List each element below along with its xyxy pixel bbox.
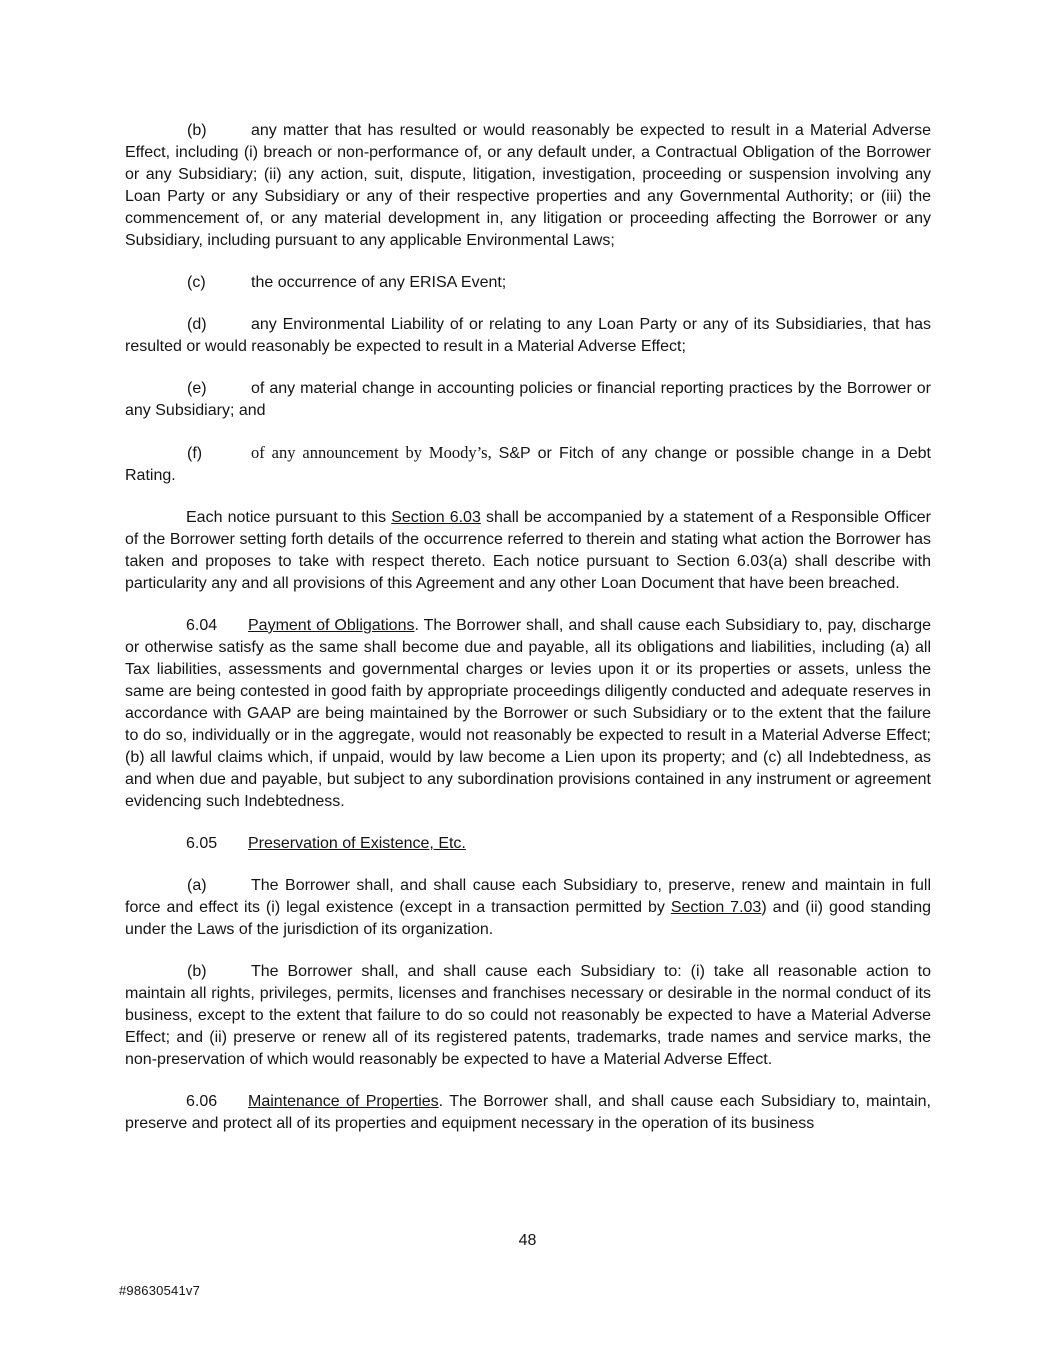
paragraph-text-605b: The Borrower shall, and shall cause each Subsidiary to: (i) take all reasonable action to maintain all rights, privileges, permits, licenses and franchises necessary or desirable in the normal conduct of its business, except to the extent that failure to do so could not reasonably be expected to have a Material Adverse Effect; and (ii) preserve or renew all of its registered patents, trademarks, trade names and service marks, the non-preservation of which would reasonably be expected to have a Material Adverse Effect. [125, 963, 931, 1068]
section-604-number: 6.04 [186, 617, 218, 634]
section-605-heading-line [125, 833, 931, 855]
section-605-number: 6.05 [186, 835, 218, 852]
paragraph-text-b: any matter that has resulted or would reasonably be expected to result in a Material Adverse Effect, including (i) breach or non-performance of, or any default under, a Contractual Obligation of the Borrower or any Subsidiary; (ii) any action, suit, dispute, litigation, investigation, proceeding or suspension involving any Loan Party or any Subsidiary or any of their respective properties and any Governmental Authority; or (iii) the commencement of, or any material development in, any litigation or proceeding affecting the Borrower or any Subsidiary, including pursuant to any applicable Environmental Laws; [125, 122, 931, 249]
paragraph-label-605b: (b) [187, 963, 207, 980]
section-606-separator: . [438, 1093, 450, 1110]
section-604-separator: . [414, 617, 424, 634]
section-606-paragraph [125, 1091, 931, 1135]
notice-text-post: shall be accompanied by a statement of a Responsible Officer of the Borrower setting forth details of the occurrence referred to therein and stating what action the Borrower has taken and proposes to take with respect thereto. Each notice pursuant to Section 6.03(a) shall describe with particularity any and all provisions of this Agreement and any other Loan Document that have been breached. [125, 509, 931, 592]
section-606-number: 6.06 [186, 1093, 218, 1110]
paragraph-label-e: (e) [187, 380, 207, 397]
sub-paragraph-605b [125, 961, 931, 1071]
section-606-text: The Borrower shall, and shall cause each Subsidiary to, maintain, preserve and protect all of its properties and equipment necessary in the operation of its business [125, 1093, 931, 1132]
paragraph-text-c: the occurrence of any ERISA Event; [251, 274, 507, 291]
sub-paragraph-e [125, 378, 931, 422]
page-number: 48 [518, 1232, 537, 1249]
cross-reference-section-603: Section 6.03 [391, 509, 481, 526]
section-604-heading: Payment of Obligations [248, 617, 415, 634]
section-604-text: The Borrower shall, and shall cause each Subsidiary to, pay, discharge or otherwise satisfy as the same shall become due and payable, all its obligations and liabilities, including (a) all Tax liabilities, assessments and governmental charges or levies upon it or its properties or assets, unless the same are being contested in good faith by appropriate proceedings diligently conducted and adequate reserves in accordance with GAAP are being maintained by the Borrower or such Subsidiary or to the extent that the failure to do so, individually or in the aggregate, would not reasonably be expected to result in a Material Adverse Effect; (b) all lawful claims which, if unpaid, would by law become a Lien upon its property; and (c) all Indebtedness, as and when due and payable, but subject to any subordination provisions contained in any instrument or agreement evidencing such Indebtedness. [125, 617, 931, 810]
section-605-heading: Preservation of Existence, Etc. [248, 835, 466, 852]
page-content [125, 120, 931, 1155]
doc-id-footer: #98630541v7 [119, 1283, 200, 1298]
sub-paragraph-d [125, 314, 931, 358]
paragraph-label-605a: (a) [187, 877, 207, 894]
paragraph-label-c: (c) [187, 274, 206, 291]
section-606-heading: Maintenance of Properties [248, 1093, 439, 1110]
cross-reference-section-703: Section 7.03 [670, 899, 762, 916]
paragraph-text-605a-post: ) and (ii) good standing under the Laws of the jurisdiction of its organization. [125, 899, 932, 938]
paragraph-label-b: (b) [187, 122, 207, 139]
notice-text-pre: Each notice pursuant to this [186, 509, 392, 526]
sub-paragraph-605a [125, 875, 931, 941]
paragraph-text-f: S&P or Fitch of any change or possible change in a Debt Rating. [125, 445, 931, 484]
paragraph-text-605a-pre: The Borrower shall, and shall cause each Subsidiary to, preserve, renew and maintain in full force and effect its (i) legal existence (except in a transaction permitted by [125, 877, 931, 916]
paragraph-text-e: of any material change in accounting policies or financial reporting practices by the Borrower or any Subsidiary; and [125, 380, 931, 419]
paragraph-label-d: (d) [187, 316, 207, 333]
notice-paragraph [125, 507, 931, 595]
paragraph-text-d: any Environmental Liability of or relating to any Loan Party or any of its Subsidiaries, that has resulted or would reasonably be expected to result in a Material Adverse Effect; [125, 316, 931, 355]
section-604-paragraph [125, 615, 931, 813]
sub-paragraph-f [125, 442, 931, 487]
paragraph-label-f: (f) [187, 445, 203, 462]
sub-paragraph-c [125, 272, 931, 294]
sub-paragraph-b [125, 120, 931, 252]
paragraph-text-f-serif: of any announcement by Moody’s, [251, 443, 499, 462]
